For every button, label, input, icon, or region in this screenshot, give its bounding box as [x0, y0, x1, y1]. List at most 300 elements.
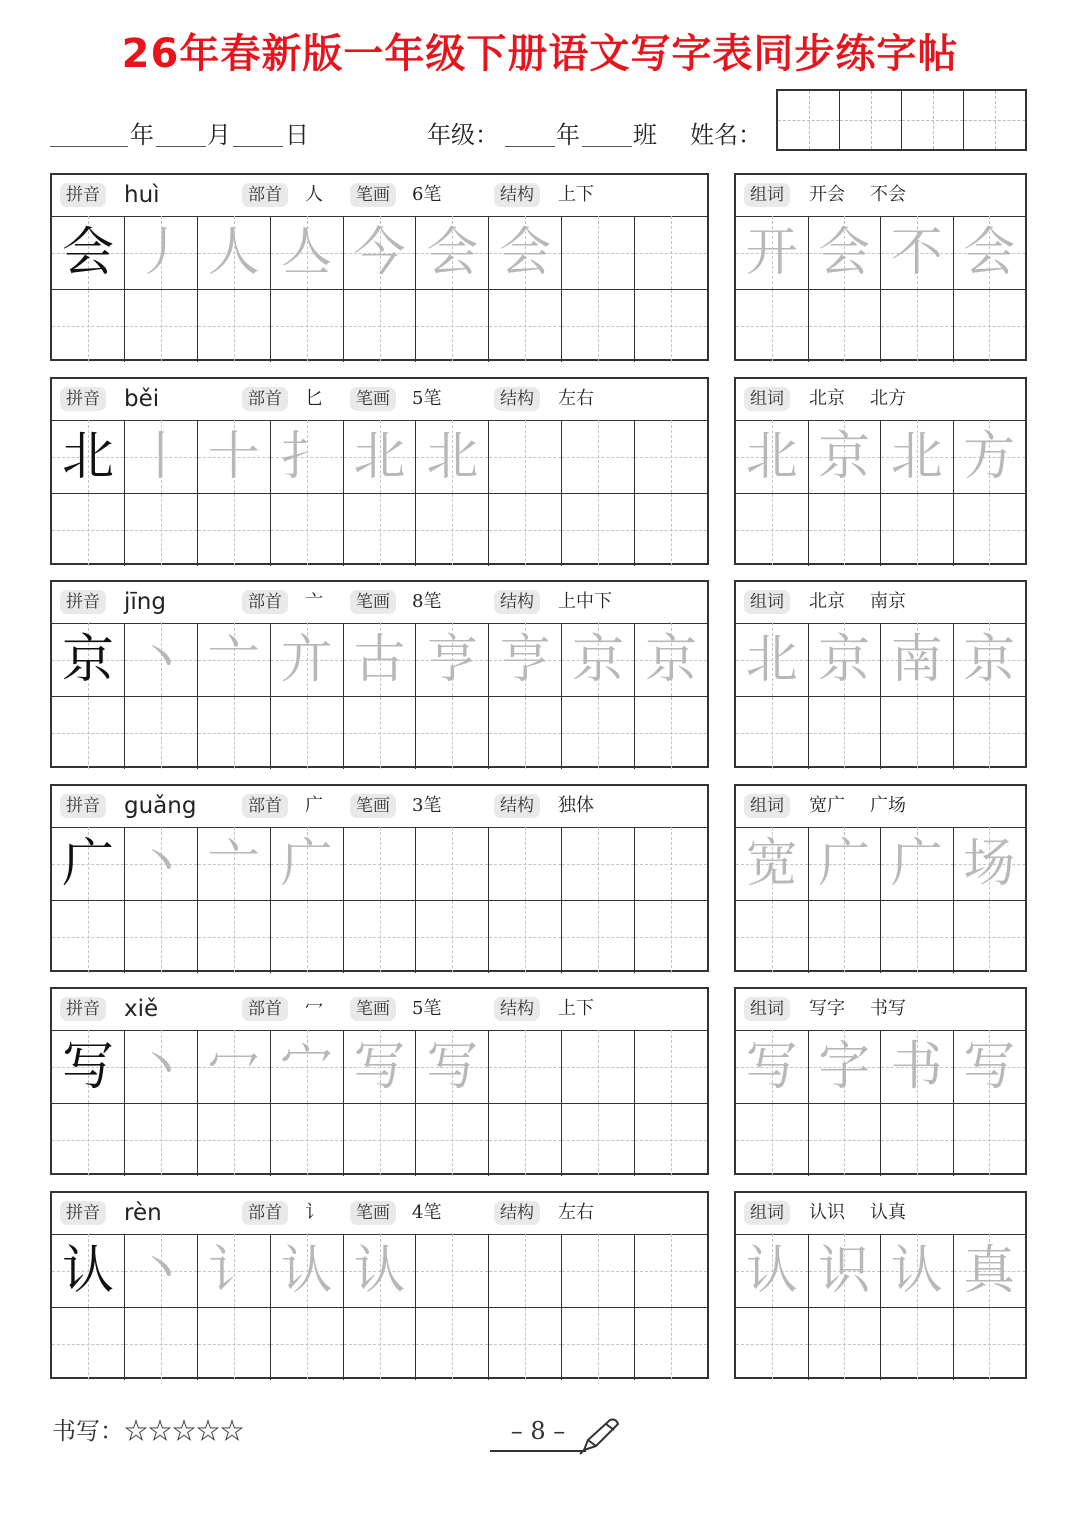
- writing-cell[interactable]: [736, 827, 809, 900]
- char-radical: 讠: [305, 1202, 323, 1223]
- writing-cell[interactable]: [416, 1104, 489, 1176]
- grid-row: [52, 494, 707, 566]
- writing-cell[interactable]: [198, 1030, 271, 1103]
- stroke-order-trace: 十: [207, 426, 260, 487]
- char-info-bar: [52, 989, 707, 1031]
- writing-cell[interactable]: [271, 623, 344, 696]
- word-info-bar: [736, 379, 1025, 421]
- writing-cell[interactable]: [489, 290, 562, 362]
- writing-cell[interactable]: [125, 290, 198, 362]
- writing-cell[interactable]: [416, 901, 489, 973]
- strokes-label: 笔画: [350, 183, 396, 207]
- writing-cell[interactable]: [52, 216, 125, 289]
- tian-grid: [52, 1234, 707, 1377]
- char-radical: 广: [305, 795, 323, 816]
- structure-label: 结构: [494, 997, 540, 1021]
- writing-cell[interactable]: [881, 216, 954, 289]
- char-strokes: 6笔: [412, 184, 442, 205]
- writing-cell[interactable]: [125, 1308, 198, 1380]
- writing-cell[interactable]: [198, 827, 271, 900]
- word-1: 宽广: [809, 795, 845, 816]
- writing-cell[interactable]: [562, 623, 635, 696]
- writing-cell[interactable]: [125, 216, 198, 289]
- name-label: 姓名：: [690, 121, 762, 149]
- tian-grid: [52, 623, 707, 766]
- writing-cell[interactable]: [344, 827, 417, 900]
- word-trace-character: 京: [818, 629, 871, 690]
- name-writing-grid[interactable]: [776, 89, 1027, 151]
- writing-cell[interactable]: [125, 494, 198, 566]
- model-character: 认: [61, 1240, 114, 1301]
- word-trace-character: 写: [745, 1036, 798, 1097]
- tian-grid: [52, 827, 707, 970]
- page-title: 26年春新版一年级下册语文写字表同步练字帖: [121, 31, 959, 77]
- writing-cell[interactable]: [198, 697, 271, 769]
- writing-cell[interactable]: [881, 827, 954, 900]
- writing-cell[interactable]: [416, 494, 489, 566]
- char-pinyin: xiě: [124, 996, 159, 1022]
- writing-cell[interactable]: [416, 697, 489, 769]
- word-practice-box: [734, 377, 1027, 565]
- stroke-order-trace: 丶: [134, 629, 187, 690]
- char-structure: 上中下: [558, 591, 612, 612]
- writing-cell[interactable]: [635, 290, 707, 362]
- stroke-order-trace: 今: [353, 222, 406, 283]
- writing-cell[interactable]: [809, 290, 882, 362]
- word-practice-box: [734, 173, 1027, 361]
- pinyin-label: 拼音: [60, 794, 106, 818]
- writing-cell[interactable]: [562, 1308, 635, 1380]
- writing-cell[interactable]: [489, 494, 562, 566]
- word-2: 书写: [870, 998, 906, 1019]
- writing-cell[interactable]: [954, 697, 1026, 769]
- model-character: 京: [61, 629, 114, 690]
- writing-cell[interactable]: [881, 1104, 954, 1176]
- radical-label: 部首: [242, 387, 288, 411]
- word-trace-character: 书: [890, 1036, 943, 1097]
- writing-cell[interactable]: [416, 827, 489, 900]
- writing-cell[interactable]: [198, 1308, 271, 1380]
- writing-cell[interactable]: [489, 1104, 562, 1176]
- writing-cell[interactable]: [489, 1234, 562, 1307]
- writing-cell[interactable]: [809, 420, 882, 493]
- writing-cell[interactable]: [52, 420, 125, 493]
- stroke-order-trace: 亠: [207, 629, 260, 690]
- stroke-order-trace: 亼: [280, 222, 333, 283]
- writing-cell[interactable]: [344, 290, 417, 362]
- writing-cell[interactable]: [489, 216, 562, 289]
- writing-cell[interactable]: [736, 216, 809, 289]
- stroke-order-trace: 写: [426, 1036, 479, 1097]
- stroke-order-trace: 北: [353, 426, 406, 487]
- writing-cell[interactable]: [416, 623, 489, 696]
- writing-cell[interactable]: [344, 216, 417, 289]
- word-trace-character: 真: [963, 1240, 1016, 1301]
- writing-cell[interactable]: [562, 494, 635, 566]
- char-info-bar: [52, 1193, 707, 1235]
- writing-rating: 书写：☆☆☆☆☆: [52, 1417, 244, 1445]
- writing-cell[interactable]: [954, 290, 1026, 362]
- writing-cell[interactable]: [198, 1234, 271, 1307]
- structure-label: 结构: [494, 1201, 540, 1225]
- day-label: 日: [285, 121, 309, 149]
- writing-cell[interactable]: [562, 290, 635, 362]
- tian-grid: [736, 1030, 1025, 1173]
- writing-cell[interactable]: [52, 623, 125, 696]
- writing-cell[interactable]: [125, 1030, 198, 1103]
- writing-cell[interactable]: [52, 697, 125, 769]
- writing-cell[interactable]: [954, 1234, 1026, 1307]
- word-trace-character: 广: [818, 833, 871, 894]
- tian-grid: [736, 827, 1025, 970]
- day-blank[interactable]: [233, 146, 283, 147]
- char-practice-box: [50, 377, 709, 565]
- month-blank[interactable]: [156, 146, 206, 147]
- char-structure: 上下: [558, 184, 594, 205]
- word-1: 开会: [809, 184, 845, 205]
- writing-cell[interactable]: [809, 623, 882, 696]
- writing-cell[interactable]: [416, 1234, 489, 1307]
- writing-cell[interactable]: [954, 827, 1026, 900]
- writing-cell[interactable]: [125, 1104, 198, 1176]
- writing-cell[interactable]: [198, 290, 271, 362]
- writing-cell[interactable]: [271, 1030, 344, 1103]
- char-radical: 匕: [305, 388, 323, 409]
- writing-cell[interactable]: [736, 1234, 809, 1307]
- stroke-order-trace: 冖: [207, 1036, 260, 1097]
- writing-cell[interactable]: [809, 494, 882, 566]
- stroke-order-trace: 丶: [134, 1036, 187, 1097]
- writing-cell[interactable]: [344, 494, 417, 566]
- pinyin-label: 拼音: [60, 1201, 106, 1225]
- writing-cell[interactable]: [635, 1234, 707, 1307]
- writing-cell[interactable]: [344, 1234, 417, 1307]
- stroke-order-trace: 写: [353, 1036, 406, 1097]
- words-label: 组词: [744, 1201, 790, 1225]
- writing-cell[interactable]: [635, 216, 707, 289]
- tian-grid: [736, 420, 1025, 563]
- char-practice-box: [50, 580, 709, 768]
- writing-cell[interactable]: [635, 901, 707, 973]
- writing-cell[interactable]: [809, 901, 882, 973]
- writing-cell[interactable]: [344, 697, 417, 769]
- word-trace-character: 京: [963, 629, 1016, 690]
- grade-class-label: 班: [633, 121, 657, 149]
- tian-grid: [52, 216, 707, 359]
- writing-cell[interactable]: [416, 1030, 489, 1103]
- grade-year-blank[interactable]: [505, 146, 555, 147]
- name-cell[interactable]: [778, 91, 840, 149]
- writing-cell[interactable]: [198, 901, 271, 973]
- writing-cell[interactable]: [271, 1234, 344, 1307]
- writing-cell[interactable]: [562, 1030, 635, 1103]
- writing-cell[interactable]: [809, 1104, 882, 1176]
- writing-cell[interactable]: [52, 901, 125, 973]
- writing-cell[interactable]: [954, 1030, 1026, 1103]
- writing-cell[interactable]: [736, 697, 809, 769]
- year-label: 年: [130, 121, 154, 149]
- writing-cell[interactable]: [271, 216, 344, 289]
- char-strokes: 3笔: [412, 795, 442, 816]
- pinyin-label: 拼音: [60, 590, 106, 614]
- writing-cell[interactable]: [881, 697, 954, 769]
- writing-cell[interactable]: [562, 420, 635, 493]
- writing-cell[interactable]: [271, 1308, 344, 1380]
- writing-cell[interactable]: [125, 623, 198, 696]
- char-info-bar: [52, 582, 707, 624]
- words-label: 组词: [744, 794, 790, 818]
- word-1: 写字: [809, 998, 845, 1019]
- word-trace-character: 方: [963, 426, 1016, 487]
- char-info-bar: [52, 175, 707, 217]
- word-info-bar: [736, 989, 1025, 1031]
- word-practice-box: [734, 987, 1027, 1175]
- writing-cell[interactable]: [271, 290, 344, 362]
- writing-cell[interactable]: [52, 827, 125, 900]
- grid-row: [52, 623, 707, 697]
- writing-cell[interactable]: [881, 494, 954, 566]
- word-2: 广场: [870, 795, 906, 816]
- name-cell[interactable]: [902, 91, 964, 149]
- word-trace-character: 南: [890, 629, 943, 690]
- strokes-label: 笔画: [350, 794, 396, 818]
- word-trace-character: 宽: [745, 833, 798, 894]
- writing-cell[interactable]: [881, 1234, 954, 1307]
- writing-cell[interactable]: [736, 1104, 809, 1176]
- word-info-bar: [736, 786, 1025, 828]
- grid-row: [736, 494, 1025, 566]
- writing-cell[interactable]: [52, 1030, 125, 1103]
- writing-cell[interactable]: [736, 1030, 809, 1103]
- word-trace-character: 认: [890, 1240, 943, 1301]
- writing-cell[interactable]: [489, 901, 562, 973]
- writing-cell[interactable]: [954, 494, 1026, 566]
- writing-cell[interactable]: [562, 216, 635, 289]
- writing-cell[interactable]: [809, 827, 882, 900]
- pen-icon: [578, 1416, 622, 1456]
- writing-cell[interactable]: [344, 1030, 417, 1103]
- word-1: 北京: [809, 591, 845, 612]
- word-practice-box: [734, 580, 1027, 768]
- stroke-order-trace: 宀: [280, 1036, 333, 1097]
- writing-cell[interactable]: [52, 494, 125, 566]
- pinyin-label: 拼音: [60, 183, 106, 207]
- grid-row: [736, 216, 1025, 290]
- writing-cell[interactable]: [271, 697, 344, 769]
- stroke-order-trace: 认: [280, 1240, 333, 1301]
- writing-cell[interactable]: [881, 1030, 954, 1103]
- writing-cell[interactable]: [881, 290, 954, 362]
- stroke-order-trace: 京: [572, 629, 625, 690]
- words-label: 组词: [744, 387, 790, 411]
- char-radical: 亠: [305, 591, 323, 612]
- word-practice-box: [734, 784, 1027, 972]
- writing-cell[interactable]: [344, 623, 417, 696]
- word-trace-character: 不: [890, 222, 943, 283]
- stroke-order-trace: 人: [207, 222, 260, 283]
- strokes-label: 笔画: [350, 387, 396, 411]
- writing-cell[interactable]: [198, 494, 271, 566]
- writing-cell[interactable]: [271, 1104, 344, 1176]
- writing-cell[interactable]: [344, 420, 417, 493]
- writing-cell[interactable]: [954, 420, 1026, 493]
- writing-cell[interactable]: [809, 1308, 882, 1380]
- writing-cell[interactable]: [489, 697, 562, 769]
- stroke-order-trace: 亨: [426, 629, 479, 690]
- writing-cell[interactable]: [198, 1104, 271, 1176]
- char-strokes: 5笔: [412, 998, 442, 1019]
- char-practice-box: [50, 987, 709, 1175]
- model-character: 写: [61, 1036, 114, 1097]
- structure-label: 结构: [494, 387, 540, 411]
- writing-cell[interactable]: [52, 1104, 125, 1176]
- writing-cell[interactable]: [271, 901, 344, 973]
- writing-cell[interactable]: [954, 901, 1026, 973]
- writing-cell[interactable]: [271, 420, 344, 493]
- writing-cell[interactable]: [52, 1308, 125, 1380]
- writing-cell[interactable]: [125, 827, 198, 900]
- writing-cell[interactable]: [489, 827, 562, 900]
- stroke-order-trace: 讠: [207, 1240, 260, 1301]
- writing-cell[interactable]: [954, 216, 1026, 289]
- writing-cell[interactable]: [809, 216, 882, 289]
- writing-cell[interactable]: [562, 1234, 635, 1307]
- grid-row: [736, 420, 1025, 494]
- grid-row: [736, 290, 1025, 362]
- writing-cell[interactable]: [635, 494, 707, 566]
- writing-cell[interactable]: [635, 1308, 707, 1380]
- writing-cell[interactable]: [416, 1308, 489, 1380]
- writing-cell[interactable]: [736, 1308, 809, 1380]
- writing-cell[interactable]: [344, 1308, 417, 1380]
- word-trace-character: 场: [963, 833, 1016, 894]
- writing-cell[interactable]: [881, 623, 954, 696]
- radical-label: 部首: [242, 590, 288, 614]
- grade-class-blank[interactable]: [582, 146, 632, 147]
- grid-row: [736, 623, 1025, 697]
- writing-cell[interactable]: [809, 1030, 882, 1103]
- writing-cell[interactable]: [271, 494, 344, 566]
- writing-cell[interactable]: [125, 1234, 198, 1307]
- char-radical: 人: [305, 184, 323, 205]
- word-trace-character: 会: [818, 222, 871, 283]
- writing-cell[interactable]: [635, 1030, 707, 1103]
- writing-cell[interactable]: [562, 901, 635, 973]
- words-label: 组词: [744, 590, 790, 614]
- writing-cell[interactable]: [125, 420, 198, 493]
- char-pinyin: guǎng: [124, 793, 197, 819]
- writing-cell[interactable]: [809, 1234, 882, 1307]
- writing-cell[interactable]: [416, 216, 489, 289]
- writing-cell[interactable]: [489, 1308, 562, 1380]
- pinyin-label: 拼音: [60, 997, 106, 1021]
- word-trace-character: 北: [890, 426, 943, 487]
- writing-cell[interactable]: [881, 1308, 954, 1380]
- writing-cell[interactable]: [125, 901, 198, 973]
- grid-row: [52, 697, 707, 769]
- writing-cell[interactable]: [52, 1234, 125, 1307]
- writing-cell[interactable]: [562, 697, 635, 769]
- word-trace-character: 写: [963, 1036, 1016, 1097]
- writing-cell[interactable]: [736, 494, 809, 566]
- writing-cell[interactable]: [635, 827, 707, 900]
- writing-cell[interactable]: [198, 420, 271, 493]
- year-blank[interactable]: [50, 146, 128, 147]
- writing-cell[interactable]: [954, 1104, 1026, 1176]
- grid-row: [736, 901, 1025, 973]
- writing-cell[interactable]: [954, 1308, 1026, 1380]
- writing-cell[interactable]: [809, 697, 882, 769]
- writing-cell[interactable]: [562, 1104, 635, 1176]
- writing-cell[interactable]: [198, 623, 271, 696]
- word-2: 认真: [870, 1202, 906, 1223]
- writing-cell[interactable]: [954, 623, 1026, 696]
- grid-row: [52, 1234, 707, 1308]
- word-2: 不会: [870, 184, 906, 205]
- stroke-order-trace: 会: [499, 222, 552, 283]
- writing-cell[interactable]: [635, 420, 707, 493]
- stroke-order-trace: 亨: [499, 629, 552, 690]
- name-cell[interactable]: [840, 91, 902, 149]
- writing-cell[interactable]: [635, 623, 707, 696]
- char-radical: 冖: [305, 998, 323, 1019]
- writing-cell[interactable]: [881, 901, 954, 973]
- writing-cell[interactable]: [736, 901, 809, 973]
- grid-row: [52, 1104, 707, 1176]
- stroke-order-trace: 丶: [134, 1240, 187, 1301]
- writing-cell[interactable]: [736, 623, 809, 696]
- writing-cell[interactable]: [881, 420, 954, 493]
- writing-cell[interactable]: [635, 1104, 707, 1176]
- radical-label: 部首: [242, 794, 288, 818]
- writing-cell[interactable]: [736, 290, 809, 362]
- char-practice-box: [50, 1191, 709, 1379]
- writing-cell[interactable]: [489, 1030, 562, 1103]
- writing-cell[interactable]: [344, 901, 417, 973]
- writing-cell[interactable]: [271, 827, 344, 900]
- grid-row: [736, 1308, 1025, 1380]
- stroke-order-trace: 丨: [134, 426, 187, 487]
- grid-row: [52, 420, 707, 494]
- words-label: 组词: [744, 997, 790, 1021]
- word-trace-character: 认: [745, 1240, 798, 1301]
- writing-cell[interactable]: [489, 623, 562, 696]
- writing-cell[interactable]: [635, 697, 707, 769]
- writing-cell[interactable]: [344, 1104, 417, 1176]
- word-2: 北方: [870, 388, 906, 409]
- strokes-label: 笔画: [350, 590, 396, 614]
- writing-cell[interactable]: [198, 216, 271, 289]
- char-structure: 独体: [558, 795, 594, 816]
- char-pinyin: rèn: [124, 1200, 162, 1226]
- char-pinyin: huì: [124, 182, 160, 208]
- writing-cell[interactable]: [416, 420, 489, 493]
- writing-cell[interactable]: [52, 290, 125, 362]
- writing-cell[interactable]: [736, 420, 809, 493]
- writing-cell[interactable]: [416, 290, 489, 362]
- grid-row: [736, 1234, 1025, 1308]
- word-trace-character: 广: [890, 833, 943, 894]
- writing-cell[interactable]: [125, 697, 198, 769]
- word-info-bar: [736, 175, 1025, 217]
- word-trace-character: 字: [818, 1036, 871, 1097]
- strokes-label: 笔画: [350, 1201, 396, 1225]
- model-character: 广: [61, 833, 114, 894]
- writing-cell[interactable]: [562, 827, 635, 900]
- word-1: 认识: [809, 1202, 845, 1223]
- name-cell[interactable]: [964, 91, 1025, 149]
- writing-cell[interactable]: [489, 420, 562, 493]
